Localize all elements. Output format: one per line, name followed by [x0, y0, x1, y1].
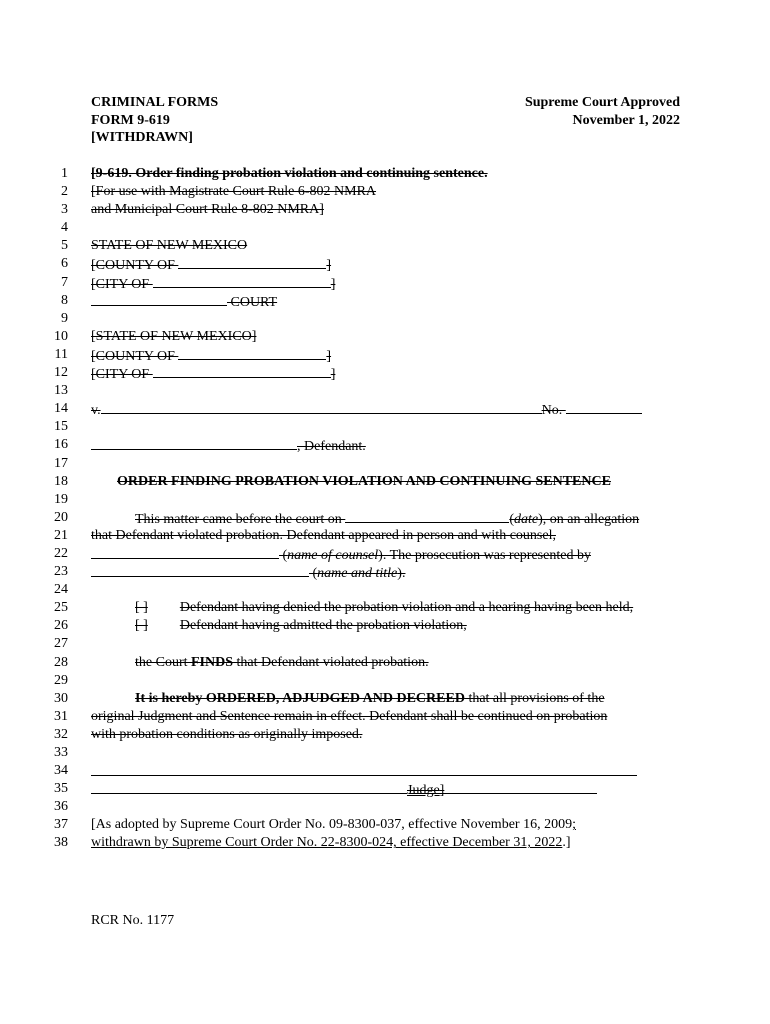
line: 28 the Court FINDS that Defendant violated probation.: [0, 654, 770, 672]
line: 32 with probation conditions as originally imposed.: [0, 726, 770, 744]
paragraph-1: This matter came before the court on (date), on an allegation: [91, 509, 639, 529]
line: 20 This matter came before the court on (date), on an allegation: [0, 509, 770, 527]
line: 30 It is hereby ORDERED, ADJUDGED AND DECREED that all provisions of the: [0, 690, 770, 708]
line: 27: [54, 636, 68, 652]
option-denied: [ ] Defendant having denied the probation violation and a hearing having been held,: [135, 600, 634, 616]
line: 35 Judge]: [0, 780, 770, 798]
line: 36: [54, 799, 68, 815]
decree-cont: original Judgment and Sentence remain in effect. Defendant shall be continued on probation: [91, 708, 608, 724]
history-note-cont: withdrawn by Supreme Court Order No. 22-8300-024, effective December 31, 2022.]: [91, 835, 571, 851]
option-admitted: [ ] Defendant having admitted the probation violation,: [135, 618, 467, 634]
line: 7 [CITY OF ]: [0, 274, 770, 292]
defendant-line: , Defendant.: [91, 436, 366, 456]
county-caption: [COUNTY OF ]: [91, 255, 331, 275]
line: 2 [For use with Magistrate Court Rule 6-802 NMRA: [0, 183, 770, 201]
decree-line: It is hereby ORDERED, ADJUDGED AND DECREED that all provisions of the: [135, 690, 605, 706]
approval-label: Supreme Court Approved: [524, 95, 680, 110]
court-caption: COURT: [91, 292, 277, 312]
county-caption-2: [COUNTY OF ]: [91, 346, 331, 366]
finding-line: the Court FINDS that Defendant violated probation.: [135, 654, 429, 670]
form-status: [WITHDRAWN]: [91, 130, 193, 145]
approval-date: November 1, 2022: [572, 112, 680, 128]
versus-line: v. No.: [91, 400, 642, 420]
city-caption: [CITY OF ]: [91, 274, 335, 294]
state-caption-2: [STATE OF NEW MEXICO]: [91, 328, 257, 344]
line: 17: [54, 455, 68, 471]
form-title: [9-619. Order finding probation violation and continuing sentence.: [91, 166, 488, 181]
line: 11 [COUNTY OF ]: [0, 346, 770, 364]
paragraph-1-prosecutor: (name and title).: [91, 563, 405, 583]
order-heading: ORDER FINDING PROBATION VIOLATION AND CONTINUING SENTENCE: [117, 473, 611, 489]
form-category: CRIMINAL FORMS: [91, 95, 219, 110]
rcr-number: RCR No. 1177: [91, 913, 175, 928]
line: 13: [54, 383, 68, 399]
line: 8 COURT: [0, 292, 770, 310]
usage-note-cont: and Municipal Court Rule 8-802 NMRA]: [91, 202, 324, 218]
line: 12 [CITY OF ]: [0, 364, 770, 382]
line: 1 [9-619. Order finding probation violation and continuing sentence.: [0, 165, 770, 183]
line: 22 (name of counsel). The prosecution was represented by: [0, 545, 770, 563]
signature-line: [91, 762, 637, 782]
judge-label: Judge: [407, 783, 440, 799]
form-header-right: [525, 94, 680, 129]
usage-note: [For use with Magistrate Court Rule 6-802 NMRA: [91, 184, 377, 200]
line: 9: [61, 310, 68, 326]
form-number: FORM 9-619: [91, 112, 170, 128]
line: 31 original Judgment and Sentence remain in effect. Defendant shall be continued on probation: [0, 708, 770, 726]
line: 29: [54, 672, 68, 688]
line: 14 v. No.: [0, 400, 770, 418]
line: 34: [0, 762, 770, 780]
line: 19: [54, 491, 68, 507]
line: 4: [61, 220, 68, 236]
checkbox-denied: [ ]: [135, 600, 148, 616]
decree-cont-2: with probation conditions as originally imposed.: [91, 726, 363, 742]
line: 3 and Municipal Court Rule 8-802 NMRA]: [0, 201, 770, 219]
line: 25 [ ] Defendant having denied the probation violation and a hearing having been held,: [0, 599, 770, 617]
judge-line: Judge]: [91, 780, 444, 800]
history-note: [As adopted by Supreme Court Order No. 09-8300-037, effective November 16, 2009;: [91, 817, 576, 833]
line: 37 [As adopted by Supreme Court Order No. 09-8300-037, effective November 16, 2009;: [0, 816, 770, 834]
form-body: [0, 165, 770, 853]
line: 38 withdrawn by Supreme Court Order No. 22-8300-024, effective December 31, 2022.]: [0, 834, 770, 852]
line: 15: [54, 419, 68, 435]
city-caption-2: [CITY OF ]: [91, 364, 335, 384]
checkbox-admitted: [ ]: [135, 618, 148, 634]
line: 16 , Defendant.: [0, 436, 770, 454]
line: 21 that Defendant violated probation. Defendant appeared in person and with counsel,: [0, 527, 770, 545]
line: 10 [STATE OF NEW MEXICO]: [0, 328, 770, 346]
line: 26 [ ] Defendant having admitted the probation violation,: [0, 617, 770, 635]
paragraph-1-counsel: (name of counsel). The prosecution was represented by: [91, 545, 591, 565]
paragraph-1-cont: that Defendant violated probation. Defendant appeared in person and with counsel,: [91, 527, 556, 543]
state-caption: STATE OF NEW MEXICO: [91, 238, 248, 254]
line: 33: [54, 745, 68, 760]
line: 24: [54, 582, 68, 598]
line: 23 (name and title).: [0, 563, 770, 581]
line: 18 ORDER FINDING PROBATION VIOLATION AND CONTINUING SENTENCE: [0, 473, 770, 491]
line: 5 STATE OF NEW MEXICO: [0, 237, 770, 255]
line: 6 [COUNTY OF ]: [0, 255, 770, 273]
form-header-left: [91, 94, 218, 147]
